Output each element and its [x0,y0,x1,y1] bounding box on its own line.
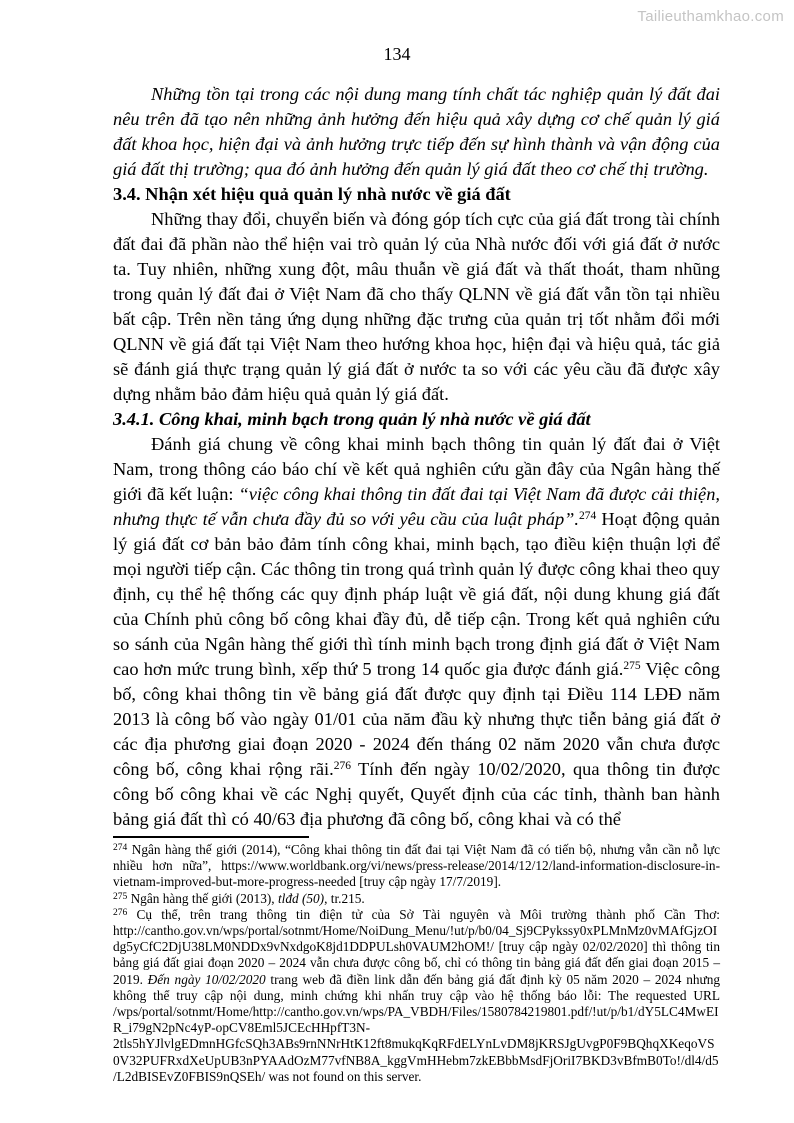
footnotes-section [113,836,720,1085]
subsection-heading-3-4-1: 3.4.1. Công khai, minh bạch trong quản lý nhà nước về giá đất [113,409,591,429]
paragraph-text: Hoạt động quản lý giá đất cơ bản bảo đảm tính công khai, minh bạch, tạo điều kiện thuận lợi để mọi người tiếp cận. Các thông tin trong quá trình quản lý được công khai theo quy định, cụ thể hệ thống các quy định pháp luật về giá đất, nội dung khung giá đất của Chính phủ công bố công khai đầy đủ, dễ tiếp cận. Trong kết quả nghiên cứu so sánh của Ngân hàng thế giới thì tính minh bạch trong định giá đất ở Việt Nam cao hơn mức trung bình, xếp thứ 5 trong 14 quốc gia được đánh giá. [113,509,721,679]
footnote-275 [113,891,720,907]
footnote-marker-276: 276 [113,907,128,918]
footnote-ref-275: 275 [623,660,641,672]
footnote-text: Cụ thể, trên trang thông tin điện tử của Sở Tài nguyên và Môi trường thành phố Cần Thơ: http://cantho.gov.vn/wps/portal/sotnmt/Home/NoiDung_Menu/!ut/p/b0/04_Sj9CPykssy0xPLMnMz0vMAfGjzOIdg5yCfC2DjU38LM0NDDx9vNxdgoK8jd1DDPULsh0VAUM2hOM!/ [truy cập ngày 02/02/2020] thì thông tin bảng giá đất giai đoạn 2020 – 2024 vẫn chưa được công bố, chỉ có thông tin bảng giá đất đến giai đoạn 2015 – 2019. [113,906,721,987]
paragraph-transparency [113,432,720,832]
site-watermark: Tailieuthamkhao.com [637,8,784,25]
footnote-marker-274: 274 [113,843,128,853]
footnote-citation-italic: tlđd (50) [277,890,325,906]
footnote-text: trang web đã điền link dẫn đến bảng giá đất định kỳ 05 năm 2020 – 2024 nhưng không thể truy cập nội dung, minh chứng khi nhấn truy cập vào hệ thống báo lỗi: The requested URL /wps/portal/sotnmt/Home/http://cantho.gov.vn/wps/PA_VBDH/Files/1580784219801.pdf/!ut/p/b1/dY5LC4MwEIR_i79gN2pNc4yP-opCV8Eml5JCEcHHpfT3N-2tls5hYJlvlgEDmnHGfcSQh3ABs9rnNNrHtK12ft8mukqKqRFdELYnLvDM8jKRSJgUvgP0F9BQhqXKeqoVS0V32PUFRxdXeUpUB3nPYAAdOzM77vfNB8A_kggVmHHebm7zkEBbbMsdFjOriI7BKD3vBfmB0To!/dl4/d5/L2dBISEvZ0FBIS9nQSEh/ was not found on this server. [113,971,720,1084]
footnote-ref-274: 274 [579,510,597,522]
paragraph-overview: Những tồn tại trong các nội dung mang tính chất tác nghiệp quản lý đất đai nêu trên đã tạo nên những ảnh hưởng đến hiệu quả xây dựng cơ chế quản lý giá đất khoa học, hiện đại và ảnh hưởng trực tiếp đến sự hình thành và vận động của giá đất thị trường; qua đó ảnh hưởng đến quản lý giá đất theo cơ chế thị trường. [113,84,720,179]
document-body [113,82,720,1085]
paragraph-text: Việc công bố, công khai thông tin về bảng giá đất được quy định tại Điều 114 LĐĐ năm 2013 là công bố vào ngày 01/01 của năm đầu kỳ nhưng thực tiễn bảng giá đất ở các địa phương giai đoạn 2020 - 2024 đến tháng 02 năm 2020 vẫn chưa được công bố, công khai rộng rãi. [113,659,720,779]
footnote-text: Ngân hàng thế giới (2014), “Công khai thông tin đất đai tại Việt Nam đã có tiến bộ, nhưng vẫn cần nỗ lực nhiều hơn nữa”, https://www.worldbank.org/vi/news/press-release/2014/12/12/land-information-disclosure-in-vietnam-improved-but-more-progress-needed [truy cập ngày 17/7/2019]. [113,842,720,890]
footnote-text: Ngân hàng thế giới (2013), [130,890,278,906]
paragraph-assessment: Những thay đổi, chuyển biến và đóng góp tích cực của giá đất trong tài chính đất đai đã phần nào thể hiện vai trò quản lý của Nhà nước đối với giá đất ở nước ta. Tuy nhiên, những xung đột, mâu thuẫn về giá đất và thất thoát, tham nhũng trong quản lý đất đai ở Việt Nam đã cho thấy QLNN về giá đất vẫn tồn tại nhiều bất cập. Trên nền tảng ứng dụng những đặc trưng của quản trị tốt nhằm đổi mới QLNN về giá đất tại Việt Nam theo hướng khoa học, hiện đại và hiệu quả, tác giả sẽ đánh giá thực trạng quản lý giá đất ở nước ta so với các yêu cầu đã được xây dựng nhằm bảo đảm hiệu quả quản lý giá đất. [113,209,720,404]
footnote-276 [113,907,720,1085]
footnote-ref-276: 276 [333,760,351,772]
footnote-separator [113,836,309,838]
footnote-text: , tr.215. [324,890,365,906]
paragraph-text: Đánh giá chung về công khai minh bạch thông tin quản lý đất đai ở Việt Nam, trong thông cáo báo chí về kết quả nghiên cứu gần đây của Ngân hàng thế giới đã kết luận: [113,434,720,504]
section-heading-3-4: 3.4. Nhận xét hiệu quả quản lý nhà nước về giá đất [113,184,511,204]
footnote-date-italic: Đến ngày 10/02/2020 [147,971,266,987]
world-bank-quote: “việc công khai thông tin đất đai tại Việt Nam đã được cải thiện, nhưng thực tế vẫn chưa đầy đủ so với yêu cầu của luật pháp”. [113,484,720,529]
footnote-274 [113,842,720,891]
page-number: 134 [383,44,411,64]
paragraph-text: Tính đến ngày 10/02/2020, qua thông tin được công bố công khai về các Nghị quyết, Quyết định của các tỉnh, thành ban hành bảng giá đất thì có 40/63 địa phương đã công bố, công khai và có thể [113,759,721,829]
footnote-marker-275: 275 [113,891,128,902]
